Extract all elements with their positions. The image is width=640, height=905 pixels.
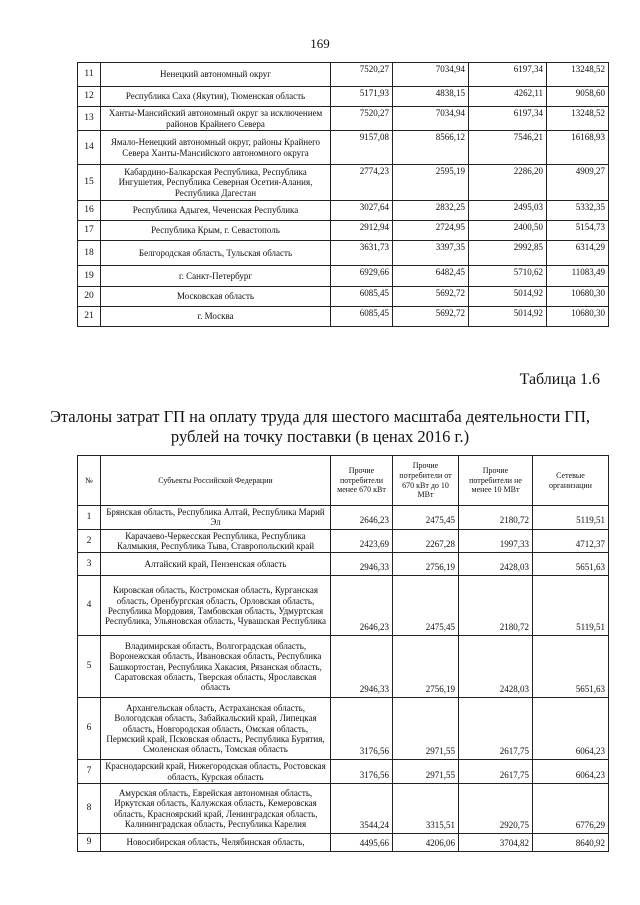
cost-value: 6776,29: [533, 784, 609, 834]
header-under-670kw: Прочие потребители менее 670 кВт: [331, 456, 393, 506]
table-row: [78, 307, 609, 327]
cost-value: 3397,35: [393, 241, 469, 266]
row-number: 2: [78, 529, 101, 553]
cost-value: 2495,03: [469, 201, 547, 221]
row-number: 19: [78, 266, 101, 287]
cost-value: 2646,23: [331, 576, 393, 636]
row-number: 12: [78, 87, 101, 107]
subject-name: Кировская область, Костромская область, Курганская область, Оренбургская область, Орловская область, Республика Мордовия, Тамбовская область, Удмуртская Республика, Ульяновская область, Чувашская Республика: [101, 576, 331, 636]
cost-value: 2180,72: [459, 576, 533, 636]
cost-value: 7520,27: [331, 63, 393, 87]
cost-standards-table: [77, 455, 609, 852]
header-subjects: Субъекты Российской Федерации: [101, 456, 331, 506]
table-row: [78, 107, 609, 131]
cost-value: 2946,33: [331, 636, 393, 698]
cost-value: 5014,92: [469, 307, 547, 327]
cost-value: 5651,63: [533, 636, 609, 698]
cost-value: 2756,19: [393, 636, 459, 698]
subject-name: Ямало-Ненецкий автономный округ, районы Крайнего Севера Ханты-Мансийского автономного округа: [101, 131, 331, 165]
table-row: [78, 760, 609, 784]
cost-value: 2475,45: [393, 576, 459, 636]
cost-value: 13248,52: [547, 107, 609, 131]
cost-value: 8566,12: [393, 131, 469, 165]
cost-value: 5119,51: [533, 506, 609, 530]
row-number: 9: [78, 834, 101, 852]
subject-name: Краснодарский край, Нижегородская область, Ростовская область, Курская область: [101, 760, 331, 784]
cost-value: 2971,55: [393, 760, 459, 784]
subject-name: Московская область: [101, 287, 331, 307]
cost-value: 7034,94: [393, 63, 469, 87]
cost-value: 2912,94: [331, 221, 393, 241]
row-number: 6: [78, 698, 101, 760]
table-row: [78, 553, 609, 576]
subject-name: Владимирская область, Волгоградская область, Воронежская область, Ивановская область, Республика Башкортостан, Республика Хакасия, Рязанская область, Саратовская область, Тверская область, Ярославская область: [101, 636, 331, 698]
cost-value: 3176,56: [331, 698, 393, 760]
cost-value: 5692,72: [393, 307, 469, 327]
cost-value: 2774,23: [331, 165, 393, 201]
cost-value: 2475,45: [393, 506, 459, 530]
cost-value: 7546,21: [469, 131, 547, 165]
cost-value: 5651,63: [533, 553, 609, 576]
cost-value: 11083,49: [547, 266, 609, 287]
table-row: [78, 165, 609, 201]
cost-value: 5692,72: [393, 287, 469, 307]
cost-value: 4838,15: [393, 87, 469, 107]
cost-value: 6064,23: [533, 698, 609, 760]
cost-value: 6197,34: [469, 107, 547, 131]
table-title: [0, 407, 640, 447]
row-number: 4: [78, 576, 101, 636]
cost-value: 2832,25: [393, 201, 469, 221]
row-number: 21: [78, 307, 101, 327]
cost-value: 9157,08: [331, 131, 393, 165]
subject-name: г. Москва: [101, 307, 331, 327]
cost-value: 3544,24: [331, 784, 393, 834]
table-row: [78, 506, 609, 530]
cost-value: 2724,95: [393, 221, 469, 241]
subject-name: Ненецкий автономный округ: [101, 63, 331, 87]
cost-value: 2428,03: [459, 553, 533, 576]
header-number: №: [78, 456, 101, 506]
subject-name: Республика Крым, г. Севастополь: [101, 221, 331, 241]
cost-value: 13248,52: [547, 63, 609, 87]
cost-value: 10680,30: [547, 287, 609, 307]
cost-value: 2617,75: [459, 760, 533, 784]
table-row: [78, 221, 609, 241]
subject-name: Архангельская область, Астраханская область, Вологодская область, Забайкальский край, Липецкая область, Новгородская область, Омская область, Пермский край, Псковская область, Республика Бурятия, Смоленская область, Томская область: [101, 698, 331, 760]
cost-value: 2595,19: [393, 165, 469, 201]
subject-name: Карачаево-Черкесская Республика, Республика Калмыкия, Республика Тыва, Ставропольский край: [101, 529, 331, 553]
table-row: [78, 834, 609, 852]
title-line-1: Эталоны затрат ГП на оплату труда для шестого масштаба деятельности ГП,: [49, 407, 591, 426]
cost-value: 2180,72: [459, 506, 533, 530]
table-row: [78, 201, 609, 221]
row-number: 13: [78, 107, 101, 131]
table-row: [78, 131, 609, 165]
previous-table-continuation: [77, 62, 609, 327]
cost-value: 2992,85: [469, 241, 547, 266]
cost-value: 3176,56: [331, 760, 393, 784]
cost-value: 4712,37: [533, 529, 609, 553]
row-number: 7: [78, 760, 101, 784]
page-number: 169: [310, 36, 330, 51]
subject-name: Белгородская область, Тульская область: [101, 241, 331, 266]
title-line-2: рублей на точку поставки (в ценах 2016 г.): [170, 427, 470, 446]
cost-value: 5171,93: [331, 87, 393, 107]
row-number: 3: [78, 553, 101, 576]
cost-value: 5119,51: [533, 576, 609, 636]
cost-value: 2286,20: [469, 165, 547, 201]
cost-value: 2946,33: [331, 553, 393, 576]
row-number: 16: [78, 201, 101, 221]
table-row: [78, 698, 609, 760]
table-row: [78, 287, 609, 307]
table-row: [78, 63, 609, 87]
cost-value: 2423,69: [331, 529, 393, 553]
cost-value: 3631,73: [331, 241, 393, 266]
table-row: [78, 87, 609, 107]
cost-value: 5154,73: [547, 221, 609, 241]
subject-name: Новосибирская область, Челябинская область,: [101, 834, 331, 852]
row-number: 11: [78, 63, 101, 87]
subject-name: Республика Саха (Якутия), Тюменская область: [101, 87, 331, 107]
cost-value: 6314,29: [547, 241, 609, 266]
row-number: 15: [78, 165, 101, 201]
table-row: [78, 576, 609, 636]
cost-value: 2646,23: [331, 506, 393, 530]
subject-name: Ханты-Мансийский автономный округ за исключением районов Крайнего Севера: [101, 107, 331, 131]
cost-value: 6929,66: [331, 266, 393, 287]
row-number: 5: [78, 636, 101, 698]
cost-value: 16168,93: [547, 131, 609, 165]
cost-value: 6085,45: [331, 307, 393, 327]
table-row: [78, 636, 609, 698]
cost-value: 6064,23: [533, 760, 609, 784]
table-label: Таблица 1.6: [519, 371, 600, 388]
cost-value: 5014,92: [469, 287, 547, 307]
cost-value: 1997,33: [459, 529, 533, 553]
table-header-row: [78, 456, 609, 506]
cost-value: 4495,66: [331, 834, 393, 852]
row-number: 20: [78, 287, 101, 307]
cost-value: 4206,06: [393, 834, 459, 852]
subject-name: Кабардино-Балкарская Республика, Республика Ингушетия, Республика Северная Осетия-Алания, Республика Дагестан: [101, 165, 331, 201]
cost-value: 5332,35: [547, 201, 609, 221]
cost-value: 3315,51: [393, 784, 459, 834]
subject-name: Алтайский край, Пензенская область: [101, 553, 331, 576]
cost-value: 2971,55: [393, 698, 459, 760]
cost-value: 6482,45: [393, 266, 469, 287]
cost-value: 2920,75: [459, 784, 533, 834]
cost-value: 6085,45: [331, 287, 393, 307]
cost-value: 2428,03: [459, 636, 533, 698]
cost-value: 3704,82: [459, 834, 533, 852]
cost-value: 2617,75: [459, 698, 533, 760]
cost-value: 5710,62: [469, 266, 547, 287]
header-670kw-10mw: Прочие потребители от 670 кВт до 10 МВт: [393, 456, 459, 506]
cost-value: 2267,28: [393, 529, 459, 553]
cost-value: 3027,64: [331, 201, 393, 221]
header-over-10mw: Прочие потребители не менее 10 МВт: [459, 456, 533, 506]
cost-value: 6197,34: [469, 63, 547, 87]
cost-value: 8640,92: [533, 834, 609, 852]
cost-value: 4262,11: [469, 87, 547, 107]
table-row: [78, 241, 609, 266]
cost-value: 2756,19: [393, 553, 459, 576]
table-row: [78, 529, 609, 553]
row-number: 18: [78, 241, 101, 266]
subject-name: Республика Адыгея, Чеченская Республика: [101, 201, 331, 221]
table-row: [78, 266, 609, 287]
cost-value: 9058,60: [547, 87, 609, 107]
row-number: 14: [78, 131, 101, 165]
header-grid-orgs: Сетевые организации: [533, 456, 609, 506]
cost-value: 7034,94: [393, 107, 469, 131]
row-number: 17: [78, 221, 101, 241]
cost-value: 2400,50: [469, 221, 547, 241]
cost-value: 10680,30: [547, 307, 609, 327]
cost-value: 4909,27: [547, 165, 609, 201]
table-row: [78, 784, 609, 834]
row-number: 8: [78, 784, 101, 834]
subject-name: Брянская область, Республика Алтай, Республика Марий Эл: [101, 506, 331, 530]
row-number: 1: [78, 506, 101, 530]
subject-name: г. Санкт-Петербург: [101, 266, 331, 287]
cost-value: 7520,27: [331, 107, 393, 131]
subject-name: Амурская область, Еврейская автономная область, Иркутская область, Калужская область, Кемеровская область, Красноярский край, Ленинградская область, Калининградская область, Республика Карелия: [101, 784, 331, 834]
